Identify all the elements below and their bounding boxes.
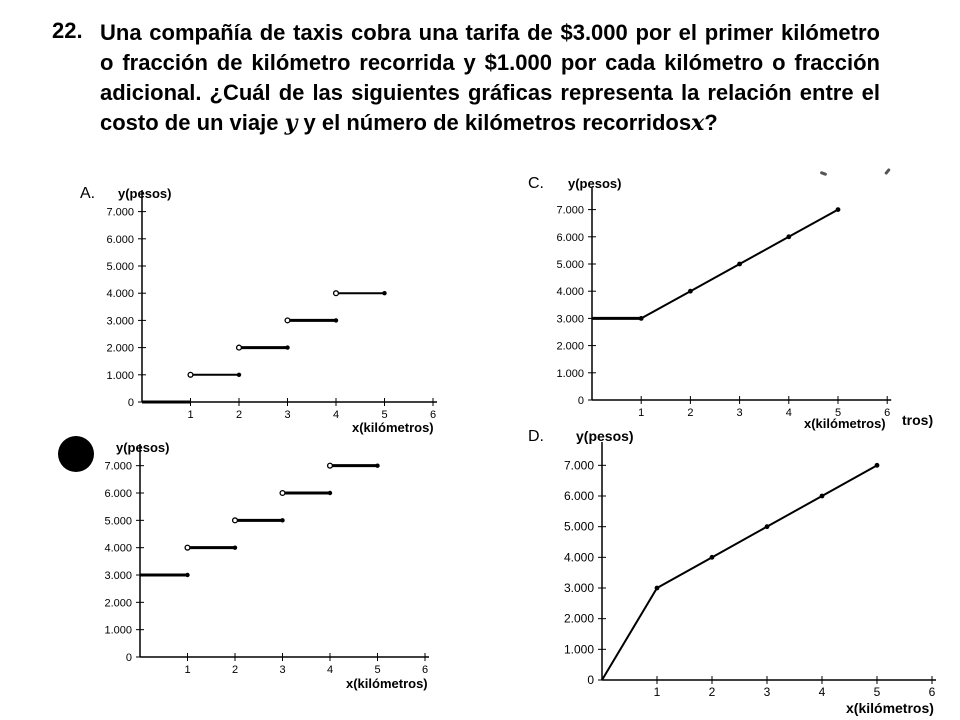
y-tick-label: 0 (577, 395, 584, 407)
question-block (0, 18, 960, 188)
x-tick-label: 6 (429, 409, 437, 421)
chart-option-a[interactable] (70, 180, 450, 440)
open-point (334, 291, 339, 296)
y-tick-label: 2.000 (104, 597, 132, 610)
open-point (185, 545, 190, 550)
x-axis-label: x(kilómetros) (846, 700, 934, 716)
closed-point (233, 545, 237, 549)
closed-point (185, 573, 189, 577)
y-tick-label: 4.000 (104, 542, 132, 555)
question-text (100, 18, 880, 138)
x-tick-label: 3 (279, 664, 286, 676)
x-tick-label: 2 (687, 407, 694, 419)
y-axis-label: y(pesos) (118, 186, 172, 201)
option-label: C. (528, 175, 544, 192)
x-tick-label: 6 (928, 685, 936, 699)
closed-point (237, 373, 241, 377)
y-tick-label: 4.000 (556, 286, 584, 299)
y-tick-label: 3.000 (106, 315, 134, 328)
x-tick-label: 3 (763, 685, 771, 699)
question-text-part2: y el número de kilómetros recorridos (297, 110, 692, 135)
y-tick-label: 2.000 (556, 340, 584, 353)
y-axis-label: y(pesos) (576, 428, 634, 444)
y-tick-label: 2.000 (563, 611, 594, 626)
y-tick-label: 1.000 (106, 369, 134, 382)
y-tick-label: 0 (125, 652, 132, 664)
y-tick-label: 5.000 (104, 515, 132, 528)
option-label: D. (528, 428, 544, 445)
x-tick-label: 5 (873, 685, 881, 699)
x-tick-label: 1 (653, 685, 661, 699)
y-tick-label: 1.000 (563, 642, 594, 657)
data-point (639, 316, 644, 321)
closed-point (382, 291, 386, 295)
selected-answer-marker (58, 436, 94, 472)
y-tick-label: 1.000 (104, 624, 132, 637)
y-tick-label: 7.000 (556, 204, 584, 217)
x-tick-label: 3 (736, 407, 743, 419)
y-axis-label: y(pesos) (116, 440, 170, 455)
x-axis-label: x(kilómetros) (346, 676, 428, 691)
x-tick-label: 5 (374, 664, 381, 676)
y-tick-label: 6.000 (556, 231, 584, 244)
data-point (836, 207, 841, 212)
chart-option-c[interactable] (520, 168, 960, 438)
closed-point (375, 463, 379, 467)
y-tick-label: 5.000 (106, 261, 134, 273)
chart-option-b[interactable] (70, 430, 450, 700)
x-tick-label: 1 (638, 407, 645, 419)
option-label: A. (80, 185, 96, 202)
y-tick-label: 2.000 (106, 342, 134, 355)
y-tick-label: 6.000 (106, 233, 134, 246)
closed-point (334, 318, 338, 322)
y-tick-label: 3.000 (104, 570, 132, 582)
question-text-part1: Una compañía de taxis cobra una tarifa de $3.000 por el primer kilómetro o fracción de kilómetro recorrida y $1.000 por cada kilómetro o fracción adicional. ¿Cuál de las siguientes gráficas representa la relación entre el costo de un viaje (100, 20, 880, 135)
y-tick-label: 1.000 (556, 367, 584, 380)
open-point (280, 491, 285, 496)
y-tick-label: 0 (127, 397, 134, 409)
x-tick-label: 4 (326, 664, 334, 676)
x-axis-label: x(kilómetros) (804, 416, 886, 431)
y-tick-label: 6.000 (563, 489, 594, 503)
closed-point (285, 345, 289, 349)
data-point (765, 524, 770, 529)
x-tick-label: 3 (284, 409, 291, 421)
y-tick-label: 3.000 (556, 313, 584, 326)
series-line (602, 465, 877, 680)
data-point (655, 586, 660, 591)
data-point (688, 289, 693, 294)
chart-a-svg (70, 180, 450, 440)
x-tick-label: 1 (187, 409, 194, 421)
y-axis-label: y(pesos) (568, 176, 622, 191)
x-tick-label: 6 (421, 664, 429, 676)
stray-text-fragment: tros) (902, 412, 934, 428)
y-tick-label: 5.000 (556, 259, 584, 271)
question-var-y: y (284, 110, 298, 136)
y-tick-label: 7.000 (106, 206, 134, 219)
open-point (188, 372, 193, 377)
question-number: 22. (52, 18, 83, 43)
y-tick-label: 7.000 (104, 460, 132, 473)
y-tick-label: 7.000 (563, 458, 594, 473)
open-point (237, 345, 242, 350)
data-point (710, 555, 715, 560)
data-point (786, 234, 791, 239)
x-tick-label: 4 (332, 409, 340, 421)
x-axis-label: x(kilómetros) (352, 420, 434, 435)
closed-point (328, 491, 332, 495)
y-tick-label: 6.000 (104, 488, 132, 500)
data-point (875, 463, 880, 468)
x-tick-label: 1 (184, 664, 191, 676)
open-point (328, 463, 333, 468)
chart-c-svg (520, 168, 960, 438)
y-tick-label: 4.000 (563, 550, 594, 565)
question-var-x: x (691, 110, 705, 136)
x-tick-label: 5 (834, 407, 842, 419)
y-tick-label: 5.000 (563, 519, 594, 534)
x-tick-label: 5 (381, 409, 388, 421)
x-tick-label: 2 (231, 664, 239, 676)
x-tick-label: 2 (235, 409, 243, 421)
chart-option-d[interactable] (520, 425, 960, 720)
question-text-end: ? (704, 110, 718, 135)
x-tick-label: 4 (818, 685, 826, 699)
data-point (737, 262, 742, 267)
open-point (233, 518, 238, 523)
chart-b-svg (70, 430, 450, 700)
x-tick-label: 6 (884, 407, 891, 419)
open-point (285, 318, 290, 323)
y-tick-label: 0 (587, 673, 594, 687)
x-tick-label: 2 (708, 685, 716, 699)
chart-d-svg (520, 425, 960, 720)
closed-point (280, 518, 284, 522)
y-tick-label: 4.000 (106, 288, 134, 301)
x-tick-label: 4 (785, 407, 792, 419)
y-tick-label: 3.000 (563, 581, 594, 595)
data-point (820, 494, 825, 499)
